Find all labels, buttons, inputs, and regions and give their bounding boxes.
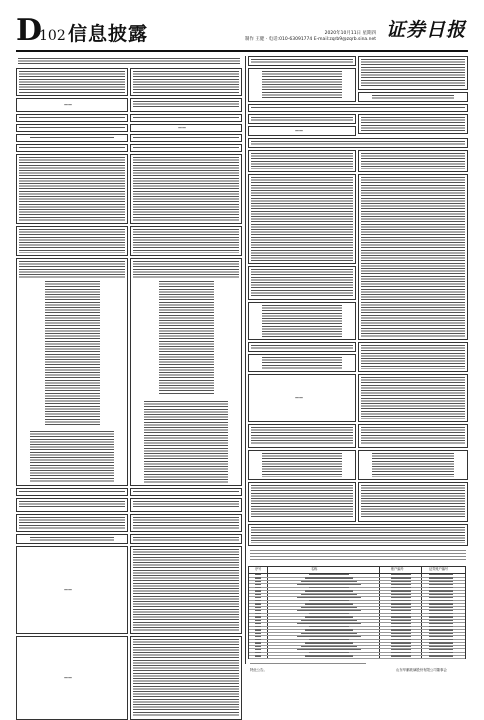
- mid-block-9: [130, 258, 242, 486]
- table-cell: [301, 633, 357, 634]
- table-cell: [255, 574, 261, 575]
- right-block-24: [358, 450, 468, 480]
- table-cell: [297, 597, 361, 598]
- left-block-5: [16, 134, 128, 142]
- left-block-3: [16, 114, 128, 122]
- mid-block-2: [130, 98, 242, 112]
- table-cell: [429, 600, 453, 601]
- table-cell: [429, 636, 453, 637]
- table-cell: [305, 629, 353, 630]
- table-cell: [301, 594, 357, 595]
- table-cell: [255, 623, 261, 624]
- footnote-left: 特此公告。: [250, 668, 267, 672]
- right-block-19: [248, 374, 356, 422]
- table-cell: [305, 642, 353, 643]
- table-cell: [255, 616, 261, 617]
- table-cell: [391, 587, 411, 588]
- table-cell: [255, 633, 261, 634]
- table-cell: [255, 587, 261, 588]
- table-cell: [429, 626, 453, 627]
- table-cell: [297, 649, 361, 650]
- mid-block-13: [130, 534, 242, 544]
- dash-label-1: ——: [64, 102, 72, 107]
- mid-block-12: [130, 514, 242, 532]
- right-page-column: [248, 56, 468, 566]
- table-cell: [429, 610, 453, 611]
- right-block-8: [248, 126, 356, 136]
- dash-label-5: ——: [295, 128, 303, 133]
- table-cell: [391, 607, 411, 608]
- right-block-2: [358, 56, 468, 90]
- table-cell: [391, 613, 411, 614]
- table-header-col-4: 证券账户编号: [429, 567, 449, 571]
- left-block-13: [16, 534, 128, 544]
- dash-label-4: ——: [178, 125, 186, 130]
- table-row: [249, 655, 465, 659]
- table-cell: [429, 590, 453, 591]
- table-cell: [391, 581, 411, 582]
- mid-block-1: [130, 68, 242, 96]
- dash-label-3: ——: [64, 675, 72, 680]
- table-header-col-2: 名称: [311, 567, 318, 571]
- table-cell: [255, 600, 261, 601]
- table-cell: [297, 610, 361, 611]
- table-cell: [391, 597, 411, 598]
- table-cell: [391, 590, 411, 591]
- right-block-11: [358, 150, 468, 172]
- right-block-4: [358, 92, 468, 102]
- mid-block-8: [130, 226, 242, 256]
- left-block-7: [16, 154, 128, 224]
- table-cell: [305, 590, 353, 591]
- table-cell: [255, 649, 261, 650]
- page-letter: D: [16, 13, 43, 48]
- table-cell: [391, 629, 411, 630]
- table-cell: [255, 610, 261, 611]
- mid-block-15: [130, 636, 242, 720]
- table-cell: [429, 584, 453, 585]
- table-cell: [305, 603, 353, 604]
- right-block-6: [248, 114, 356, 124]
- table-cell: [255, 590, 261, 591]
- table-cell: [391, 633, 411, 634]
- table-cell: [305, 616, 353, 617]
- table-cell: [429, 597, 453, 598]
- table-cell: [255, 577, 261, 578]
- table-cell: [301, 620, 357, 621]
- table-cell: [297, 623, 361, 624]
- table-cell: [255, 636, 261, 637]
- table-cell: [391, 652, 411, 653]
- table-cell: [297, 636, 361, 637]
- page-number: 102: [39, 28, 66, 44]
- table-cell: [429, 639, 453, 640]
- table-cell: [301, 646, 357, 647]
- table-cell: [309, 613, 349, 614]
- right-block-20: [358, 374, 468, 422]
- table-cell: [255, 613, 261, 614]
- left-block-6: [16, 144, 128, 152]
- table-cell: [391, 594, 411, 595]
- masthead-meta: [245, 31, 376, 43]
- table-cell: [391, 642, 411, 643]
- table-cell: [255, 620, 261, 621]
- table-cell: [391, 574, 411, 575]
- table-cell: [391, 577, 411, 578]
- table-cell: [429, 574, 453, 575]
- table-cell: [305, 577, 353, 578]
- table-cell: [255, 597, 261, 598]
- left-block-2: [16, 98, 128, 112]
- table-cell: [429, 577, 453, 578]
- table-cell: [429, 594, 453, 595]
- table-cell: [429, 655, 453, 656]
- table-cell: [429, 616, 453, 617]
- account-table: [248, 566, 466, 659]
- mid-block-3: [130, 114, 242, 122]
- page-divider: [245, 56, 246, 664]
- table-cell: [429, 633, 453, 634]
- left-block-11: [16, 498, 128, 512]
- bottom-notes: [248, 661, 368, 667]
- right-block-13: [358, 174, 468, 340]
- table-cell: [301, 581, 357, 582]
- table-cell: [309, 574, 349, 575]
- right-block-28: [248, 548, 468, 564]
- table-cell: [255, 603, 261, 604]
- footnote-right: 山东华鹏玻璃股份有限公司董事会: [396, 668, 447, 672]
- right-block-23: [248, 450, 356, 480]
- table-cell: [255, 655, 261, 656]
- right-block-22: [358, 424, 468, 448]
- right-block-18: [248, 354, 356, 372]
- section-title: 信息披露: [68, 23, 149, 45]
- right-block-10: [248, 150, 356, 172]
- table-cell: [429, 607, 453, 608]
- table-header-col-3: 账户编号: [391, 567, 404, 571]
- table-header-col-1: 序号: [255, 567, 262, 571]
- table-cell: [255, 581, 261, 582]
- masthead: [16, 13, 468, 52]
- right-block-3: [248, 68, 356, 102]
- table-cell: [309, 587, 349, 588]
- mid-block-5: [130, 134, 242, 142]
- mid-block-7: [130, 154, 242, 224]
- newspaper-logo: 证券日报: [385, 19, 466, 41]
- table-cell: [391, 623, 411, 624]
- right-block-7: [358, 114, 468, 134]
- mid-block-6: [130, 144, 242, 152]
- dash-label-2: ——: [64, 587, 72, 592]
- contact-line: 制作 王健 · 电话:010-63091774 E-mail:zqrb9@zqrb.sina.net: [244, 37, 376, 42]
- table-cell: [391, 649, 411, 650]
- table-cell: [255, 607, 261, 608]
- table-cell: [255, 652, 261, 653]
- table-cell: [391, 584, 411, 585]
- table-cell: [391, 626, 411, 627]
- right-block-25: [248, 482, 356, 522]
- table-cell: [429, 623, 453, 624]
- table-cell: [391, 636, 411, 637]
- intro-text: [16, 56, 242, 66]
- table-cell: [429, 629, 453, 630]
- left-block-10: [16, 488, 128, 496]
- table-cell: [255, 646, 261, 647]
- table-cell: [429, 581, 453, 582]
- table-cell: [429, 613, 453, 614]
- table-cell: [391, 603, 411, 604]
- table-cell: [255, 584, 261, 585]
- mid-block-11: [130, 498, 242, 512]
- right-block-1: [248, 56, 356, 66]
- table-cell: [255, 629, 261, 630]
- right-block-9: [248, 138, 468, 148]
- table-cell: [391, 600, 411, 601]
- table-cell: [429, 646, 453, 647]
- table-cell: [429, 603, 453, 604]
- table-cell: [305, 655, 353, 656]
- table-cell: [429, 620, 453, 621]
- left-block-8: [16, 226, 128, 256]
- table-cell: [255, 639, 261, 640]
- mid-block-10: [130, 488, 242, 496]
- left-block-1: [16, 68, 128, 96]
- left-block-9: [16, 258, 128, 486]
- left-block-4: [16, 124, 128, 132]
- right-block-26: [358, 482, 468, 522]
- right-block-27: [248, 524, 468, 546]
- table-cell: [429, 587, 453, 588]
- table-cell: [429, 652, 453, 653]
- right-block-16: [248, 342, 356, 352]
- dash-label-6: ——: [295, 395, 303, 400]
- right-block-21: [248, 424, 356, 448]
- table-cell: [391, 616, 411, 617]
- right-block-5: [248, 104, 468, 112]
- table-cell: [391, 639, 411, 640]
- mid-block-14: [130, 546, 242, 634]
- table-cell: [255, 594, 261, 595]
- right-block-12: [248, 174, 356, 264]
- right-block-14: [248, 266, 356, 300]
- table-cell: [429, 642, 453, 643]
- table-cell: [391, 646, 411, 647]
- right-block-17: [358, 342, 468, 372]
- table-cell: [309, 600, 349, 601]
- table-cell: [255, 642, 261, 643]
- left-block-14: [16, 546, 128, 634]
- date-line: 2020年10月11日 星期四: [324, 31, 376, 36]
- table-cell: [297, 584, 361, 585]
- table-cell: [391, 655, 411, 656]
- left-page-column: [16, 56, 242, 688]
- table-cell: [309, 626, 349, 627]
- table-cell: [309, 652, 349, 653]
- mid-block-4: [130, 124, 242, 132]
- table-cell: [391, 610, 411, 611]
- right-block-15: [248, 302, 356, 340]
- left-block-15: [16, 636, 128, 720]
- table-cell: [255, 626, 261, 627]
- table-cell: [391, 620, 411, 621]
- table-cell: [301, 607, 357, 608]
- table-cell: [429, 649, 453, 650]
- left-block-12: [16, 514, 128, 532]
- table-cell: [309, 639, 349, 640]
